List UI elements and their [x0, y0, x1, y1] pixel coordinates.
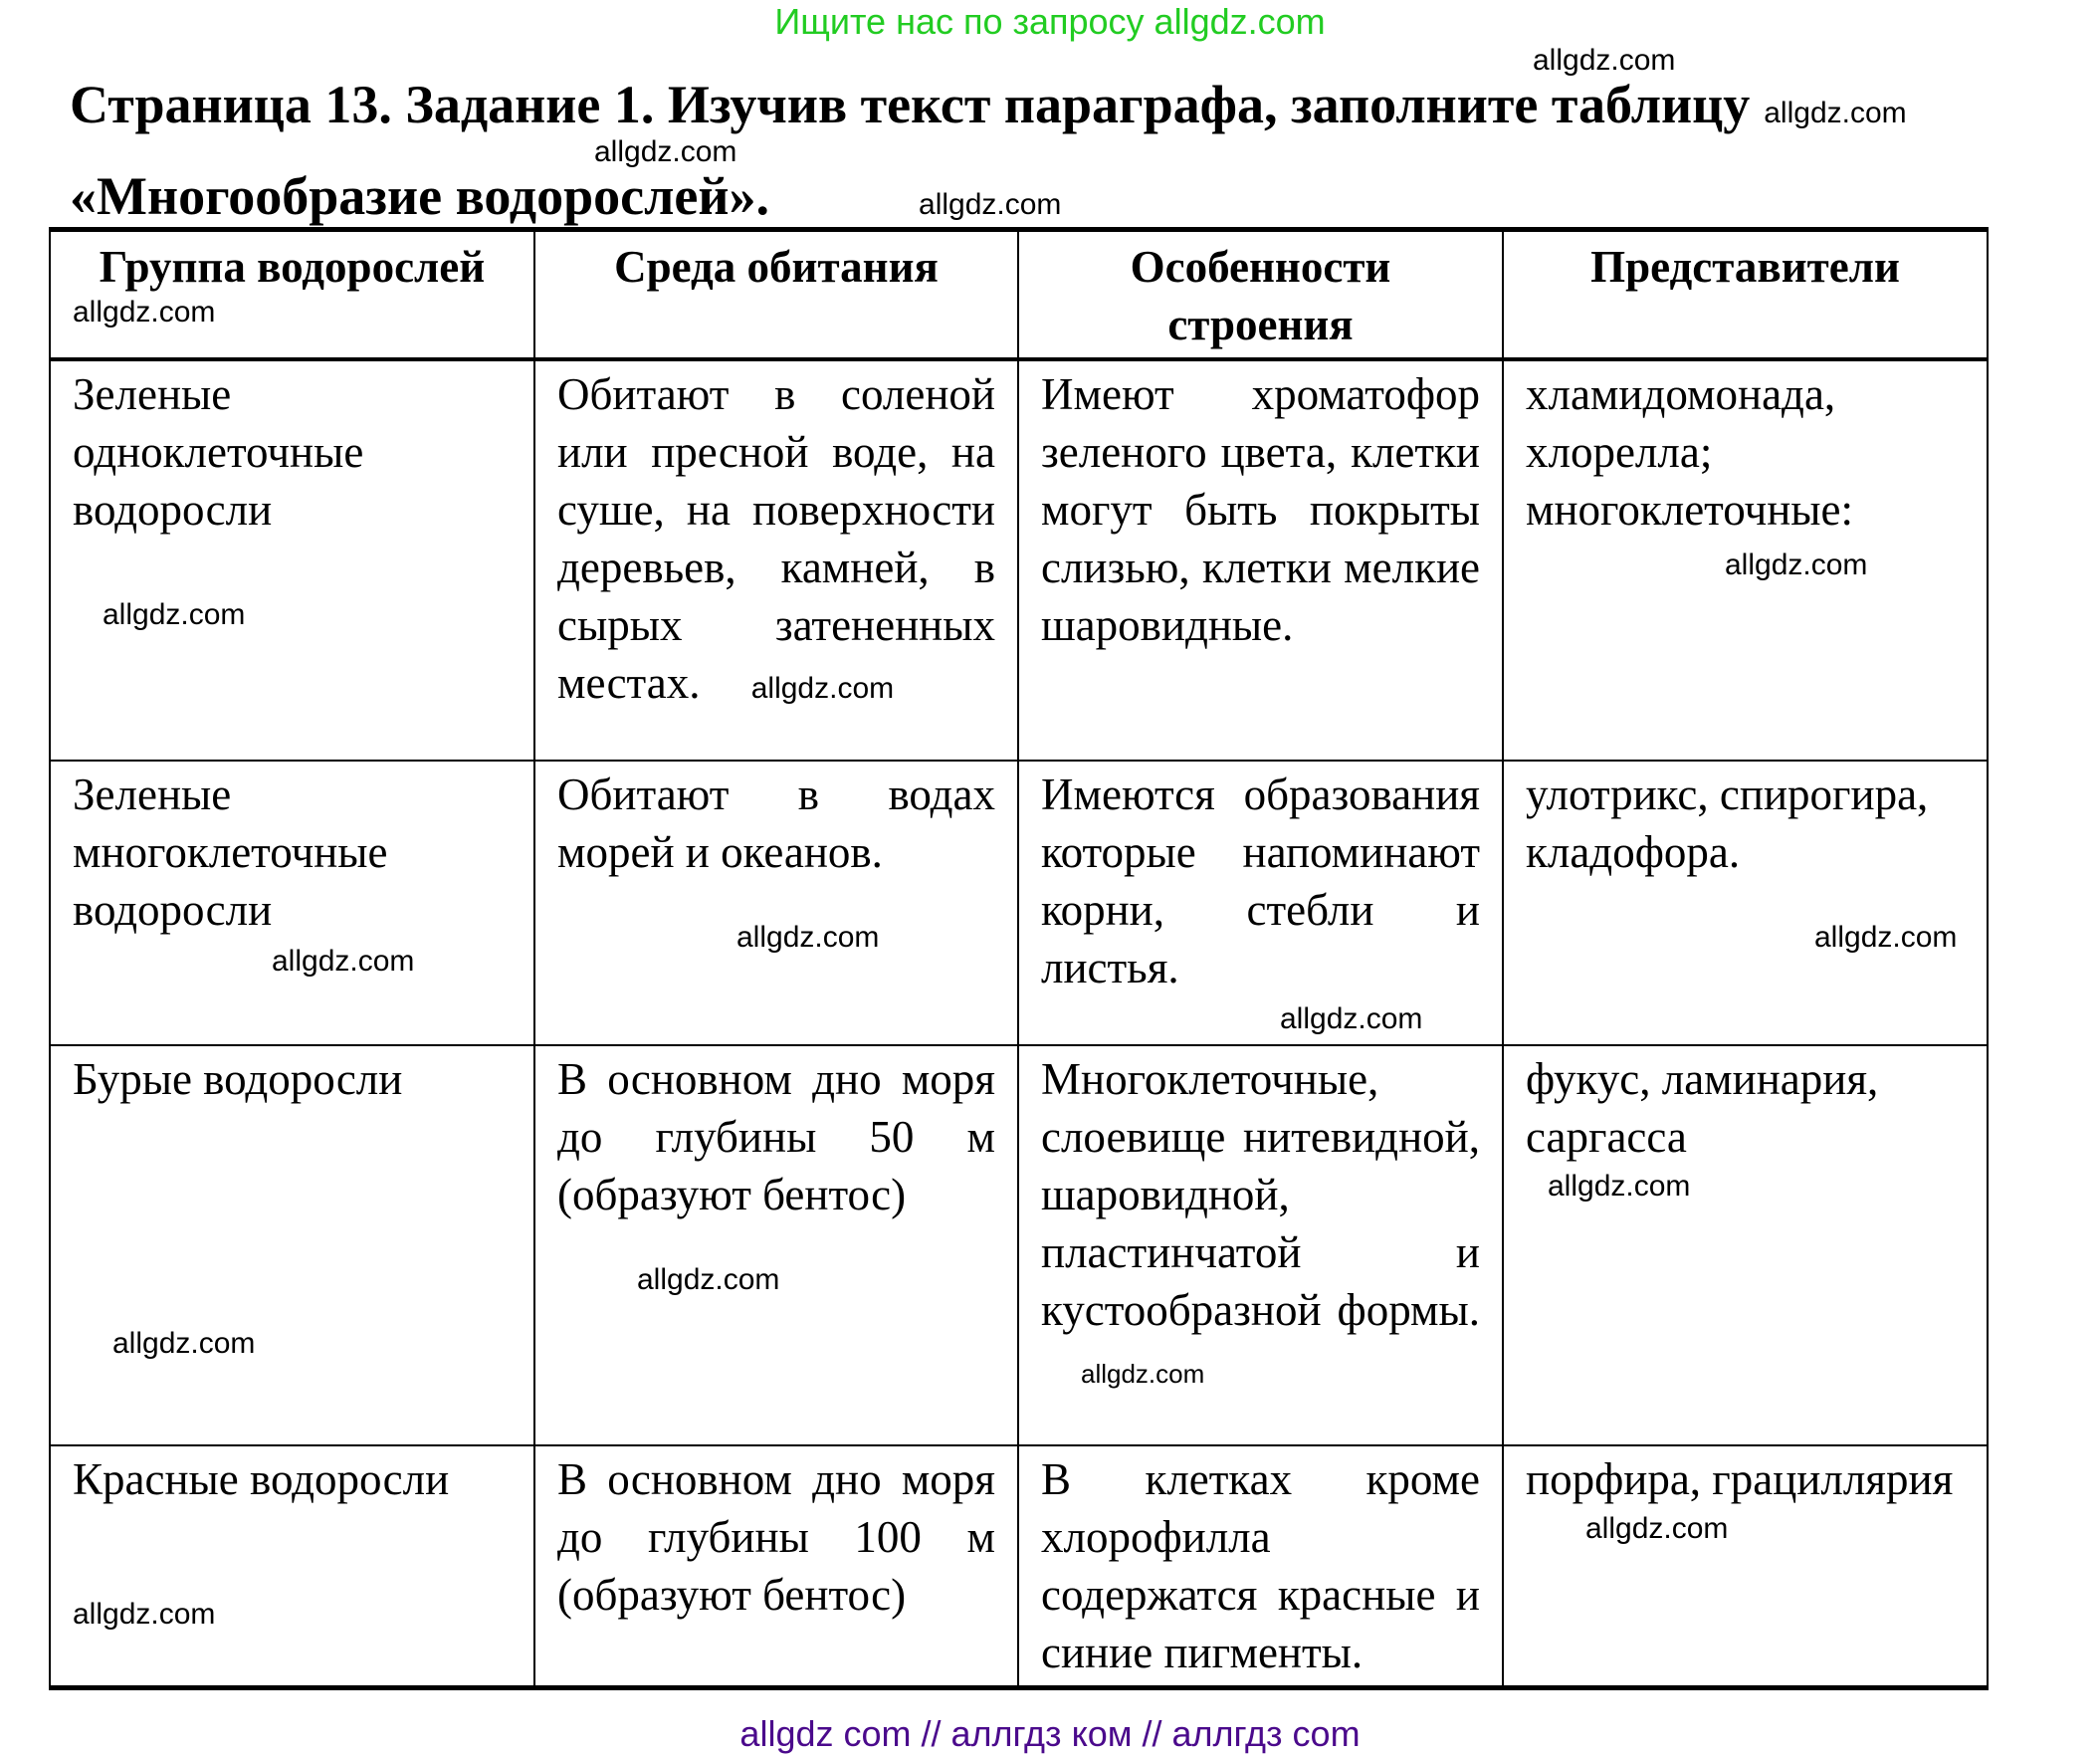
cell-structure: Имеются образования которые напоминают корни, стебли и листья. — [1041, 769, 1480, 992]
page-title — [70, 44, 2080, 227]
title-line-1: Страница 13. Задание 1. Изучив текст параграфа, заполните таблицу — [70, 75, 1751, 134]
cell-group-wrap — [50, 1445, 534, 1688]
table-header-row — [50, 230, 1988, 360]
cell-habitat-wrap — [534, 761, 1018, 1045]
cell-structure-wrap — [1018, 1045, 1503, 1445]
header-group: Группа водорослей — [99, 242, 486, 292]
watermark: allgdz.com — [73, 296, 216, 329]
cell-group-wrap — [50, 359, 534, 761]
cell-habitat: В основном дно моря до глубины 50 м (образуют бентос) — [557, 1054, 995, 1219]
watermark: allgdz.com — [112, 1327, 256, 1360]
cell-habitat-wrap — [534, 1045, 1018, 1445]
watermark: allgdz.com — [736, 921, 880, 954]
header-representatives: Представители — [1503, 230, 1988, 360]
watermark: allgdz.com — [637, 1263, 780, 1296]
header-habitat: Среда обитания — [534, 230, 1018, 360]
footer-links[interactable]: allgdz com // аллгдз ком // аллгдз com — [739, 1713, 1361, 1754]
header-group-cell — [50, 230, 534, 360]
watermark: allgdz.com — [1585, 1512, 1729, 1545]
table-row — [50, 1045, 1988, 1445]
table-row — [50, 1445, 1988, 1688]
watermark: allgdz.com — [272, 945, 415, 978]
watermark: allgdz.com — [594, 135, 737, 168]
watermark-row — [70, 135, 2080, 168]
watermark: allgdz.com — [1280, 1002, 1423, 1035]
watermark: allgdz.com — [1725, 549, 1868, 581]
table-row — [50, 359, 1988, 761]
cell-group: Зеленые одноклеточные водоросли — [73, 369, 364, 535]
watermark: allgdz.com — [1814, 921, 1958, 954]
cell-group-wrap — [50, 1045, 534, 1445]
title-line-1-row — [70, 74, 2080, 135]
title-line-2-row — [70, 165, 2080, 227]
watermark: allgdz.com — [1548, 1170, 1691, 1203]
cell-group: Бурые водоросли — [73, 1054, 403, 1104]
cell-representatives: хламидомонада, хлорелла; многоклеточные: — [1526, 369, 1854, 535]
cell-group: Зеленые многоклеточные водоросли — [73, 769, 388, 935]
watermark: allgdz.com — [750, 672, 895, 705]
cell-representatives-wrap — [1503, 1445, 1988, 1688]
title-line-2: «Многообразие водорослей». — [70, 166, 770, 226]
cell-representatives-wrap — [1503, 1045, 1988, 1445]
cell-representatives-wrap — [1503, 761, 1988, 1045]
watermark: allgdz.com — [73, 1598, 216, 1631]
cell-structure: Имеют хроматофор зеленого цвета, клетки могут быть покрыты слизью, клетки мелкие шаровидные. — [1018, 359, 1503, 761]
watermark: allgdz.com — [103, 598, 246, 631]
algae-table — [49, 227, 1989, 1690]
cell-structure: В клетках кроме хлорофилла содержатся красные и синие пигменты. — [1018, 1445, 1503, 1688]
cell-group-wrap — [50, 761, 534, 1045]
cell-habitat: Обитают в соленой или пресной воде, на суше, на поверхности деревьев, камней, в сырых затененных местах. — [557, 369, 995, 708]
cell-representatives: фукус, ламинария, саргасса — [1526, 1054, 1879, 1162]
cell-structure: Многоклеточные, слоевище нитевидной, шаровидной, пластинчатой и кустообразной формы. — [1041, 1054, 1480, 1335]
header-structure: Особенности строения — [1018, 230, 1503, 360]
cell-habitat-wrap — [534, 359, 1018, 761]
search-banner[interactable]: Ищите нас по запросу allgdz.com — [774, 1, 1326, 42]
cell-habitat: Обитают в водах морей и океанов. — [557, 769, 995, 877]
cell-group: Красные водоросли — [73, 1454, 450, 1504]
cell-representatives-wrap — [1503, 359, 1988, 761]
cell-representatives: улотрикс, спирогира, кладофора. — [1526, 769, 1929, 877]
cell-structure-wrap — [1018, 761, 1503, 1045]
table-row — [50, 761, 1988, 1045]
watermark: allgdz.com — [1081, 1359, 1205, 1389]
watermark: allgdz.com — [919, 188, 1062, 221]
watermark-row — [70, 44, 2080, 77]
watermark: allgdz.com — [1533, 44, 1676, 77]
cell-representatives: порфира, грациллярия — [1526, 1454, 1954, 1504]
watermark: allgdz.com — [1764, 97, 1907, 129]
cell-habitat: В основном дно моря до глубины 100 м (образуют бентос) — [534, 1445, 1018, 1688]
